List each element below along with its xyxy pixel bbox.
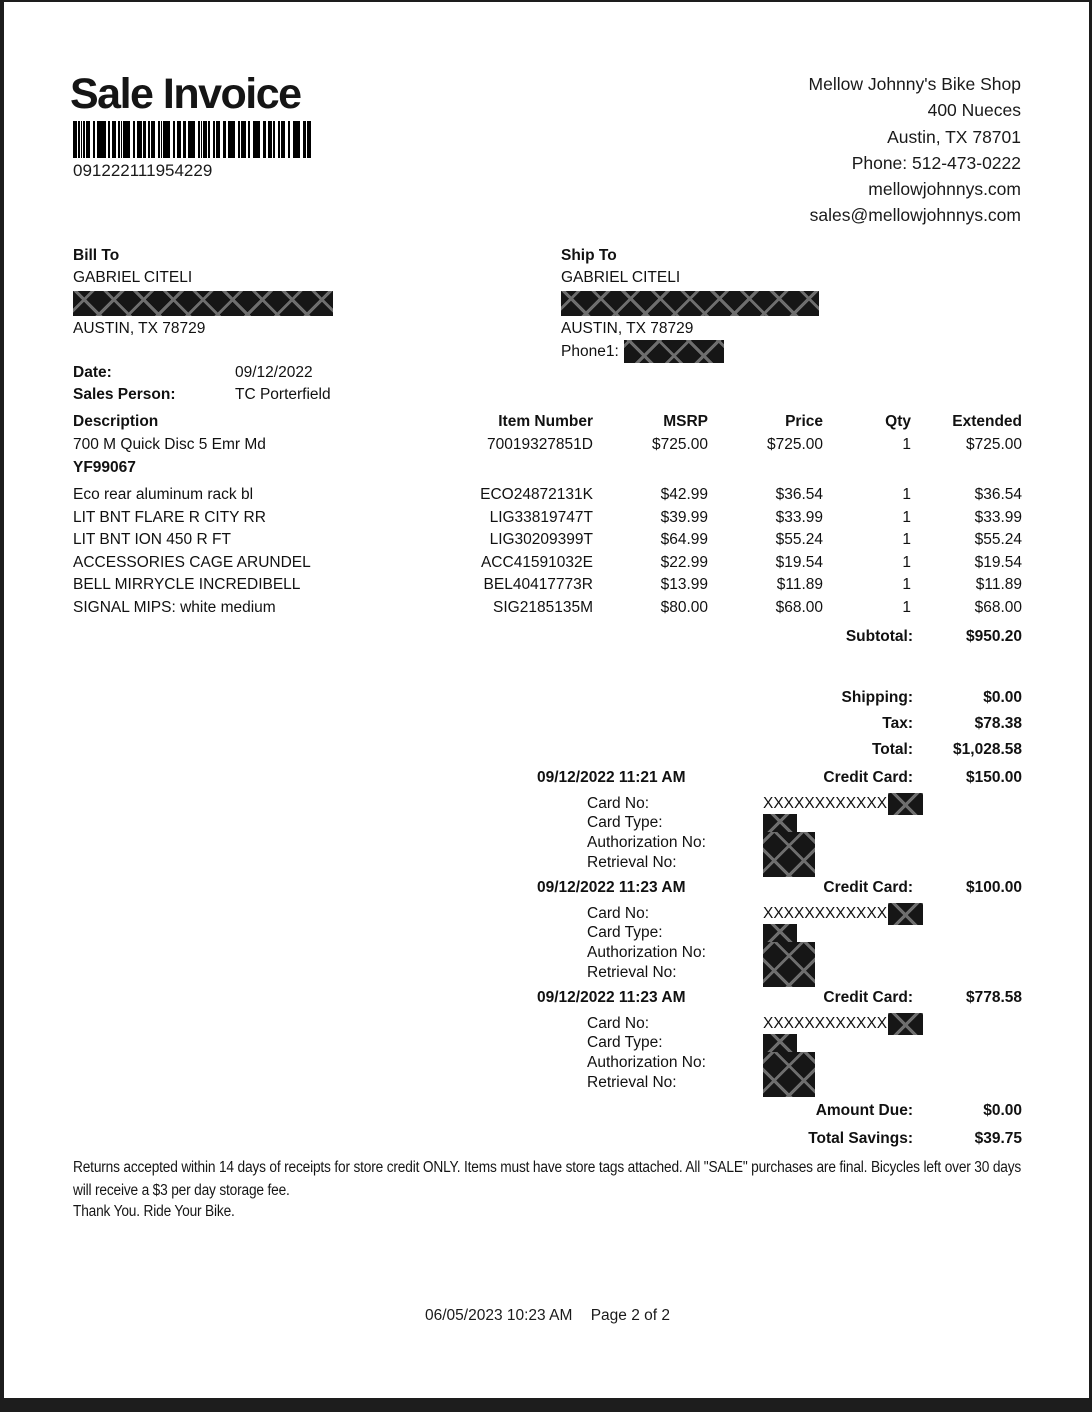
- card-no-label: Card No:: [587, 795, 650, 813]
- invoice-page: [4, 2, 1089, 1398]
- cell-extended: $725.00: [965, 436, 1022, 454]
- shop-website: mellowjohnnys.com: [868, 179, 1021, 200]
- date-value: 09/12/2022: [235, 364, 313, 381]
- ship-to-name: GABRIEL CITELI: [561, 269, 681, 286]
- shop-city: Austin, TX 78701: [887, 126, 1021, 147]
- cell-qty: [823, 457, 911, 480]
- card-no-row: [587, 903, 1022, 923]
- bill-to-section: [73, 245, 333, 340]
- bill-to-city: AUSTIN, TX 78729: [73, 320, 206, 337]
- authorization-no-label: Authorization No:: [587, 944, 706, 961]
- col-price: Price: [785, 413, 823, 430]
- card-no-value: XXXXXXXXXXXX: [763, 795, 888, 813]
- cell-price: $725.00: [766, 436, 823, 454]
- cell-msrp: $39.99: [660, 508, 708, 526]
- cell-description: BELL MIRRYCLE INCREDIBELL: [73, 576, 301, 594]
- cell-extended: $33.99: [974, 508, 1022, 526]
- shipping-label: Shipping:: [841, 689, 913, 706]
- cell-item-number: LIG30209399T: [489, 531, 593, 549]
- card-type-label: Card Type:: [587, 924, 663, 941]
- date-label: Date:: [73, 364, 112, 381]
- ship-to-section: [561, 245, 819, 363]
- cell-price: $36.54: [775, 486, 823, 504]
- cell-price: $55.24: [775, 531, 823, 549]
- tax-label: Tax:: [882, 715, 913, 732]
- redacted-block: [763, 942, 815, 987]
- redacted-block: [763, 924, 797, 942]
- table-row: [73, 457, 1022, 480]
- payment-amount: $778.58: [965, 989, 1022, 1006]
- barcode-image: [73, 121, 313, 158]
- cell-item-number: ACC41591032E: [480, 553, 593, 571]
- sales-person-value: TC Porterfield: [235, 385, 331, 403]
- ship-to-phone-row: [561, 340, 819, 363]
- ship-to-label: Ship To: [561, 247, 617, 264]
- col-description: Description: [73, 413, 159, 430]
- cell-description: Eco rear aluminum rack bl: [73, 486, 254, 504]
- col-qty: Qty: [885, 413, 911, 430]
- table-row: [73, 574, 1022, 597]
- cell-qty: 1: [902, 436, 911, 454]
- payment-datetime: 09/12/2022 11:23 AM: [537, 879, 686, 896]
- barcode-number: 091222111954229: [73, 161, 213, 180]
- table-row: [73, 507, 1022, 530]
- cell-qty: 1: [902, 508, 911, 526]
- cell-item-number: [473, 457, 593, 480]
- bill-to-name: GABRIEL CITELI: [73, 269, 193, 286]
- payment-method-label: Credit Card:: [823, 989, 913, 1006]
- cell-price: $68.00: [775, 598, 823, 616]
- table-row: [73, 434, 1022, 457]
- redacted-card-digits-block: [888, 903, 923, 925]
- cell-qty: 1: [902, 531, 911, 549]
- cell-qty: 1: [902, 553, 911, 571]
- cell-item-number: 70019327851D: [486, 436, 593, 454]
- cell-extended: [911, 457, 1022, 480]
- card-no-label: Card No:: [587, 905, 650, 923]
- redacted-block: [763, 814, 797, 832]
- col-msrp: MSRP: [663, 413, 708, 430]
- tax-row: [73, 715, 1022, 737]
- line-items-table: [73, 410, 1022, 619]
- retrieval-no-label: Retrieval No:: [587, 854, 677, 871]
- cell-msrp: [593, 457, 708, 480]
- cell-msrp: $725.00: [651, 436, 708, 454]
- shipping-value: $0.00: [983, 689, 1022, 706]
- payment-block: [73, 989, 1022, 1101]
- amount-due-row: [73, 1102, 1022, 1124]
- shop-street: 400 Nueces: [927, 100, 1021, 121]
- shop-phone: Phone: 512-473-0222: [851, 152, 1021, 173]
- payment-block: [73, 879, 1022, 991]
- subtotal-label: Subtotal:: [845, 628, 913, 645]
- cell-price: [708, 457, 823, 480]
- tax-value: $78.38: [974, 715, 1022, 732]
- phone-label: Phone1:: [561, 342, 619, 360]
- payment-method-label: Credit Card:: [823, 769, 913, 786]
- page-footer: [73, 1307, 1022, 1325]
- cell-extended: $19.54: [974, 553, 1022, 571]
- table-header-row: [73, 410, 1022, 434]
- subtotal-value: $950.20: [965, 628, 1022, 645]
- cell-msrp: $42.99: [660, 486, 708, 504]
- redacted-address-block: [73, 291, 333, 316]
- table-row: [73, 597, 1022, 620]
- bill-to-label: Bill To: [73, 247, 120, 264]
- card-no-row: [587, 793, 1022, 813]
- page-number: Page 2 of 2: [590, 1307, 670, 1324]
- card-no-label: Card No:: [587, 1015, 650, 1033]
- invoice-meta: [73, 362, 331, 405]
- cell-description: 700 M Quick Disc 5 Emr Md: [73, 436, 266, 454]
- total-savings-label: Total Savings:: [808, 1130, 913, 1147]
- payment-amount: $150.00: [965, 769, 1022, 786]
- print-timestamp: 06/05/2023 10:23 AM: [425, 1307, 573, 1324]
- return-policy-text: Returns accepted within 14 days of receipts for store credit ONLY. Items must have store tags attached. All "SALE" purchases are final. Bicycles left over 30 days will receive a $3 per day storage fee.: [73, 1159, 1022, 1199]
- total-label: Total:: [871, 741, 913, 758]
- cell-item-number: SIG2185135M: [493, 598, 593, 616]
- cell-price: $33.99: [775, 508, 823, 526]
- card-type-label: Card Type:: [587, 1034, 663, 1051]
- shop-email: sales@mellowjohnnys.com: [809, 205, 1021, 226]
- cell-extended: $55.24: [974, 531, 1022, 549]
- table-row: [73, 484, 1022, 507]
- total-savings-value: $39.75: [974, 1130, 1022, 1147]
- table-row: [73, 552, 1022, 575]
- amount-due-section: [73, 1102, 1022, 1158]
- total-row: [73, 741, 1022, 763]
- redacted-address-block: [561, 291, 819, 316]
- redacted-card-digits-block: [888, 793, 923, 815]
- redacted-block: [763, 1052, 815, 1097]
- cell-description: LIT BNT ION 450 R FT: [73, 531, 231, 549]
- cell-msrp: $64.99: [660, 531, 708, 549]
- cell-description: SIGNAL MIPS: white medium: [73, 598, 276, 616]
- payment-header-row: [73, 879, 1022, 903]
- amount-due-label: Amount Due:: [815, 1102, 913, 1119]
- cell-msrp: $13.99: [660, 576, 708, 594]
- cell-price: $19.54: [775, 553, 823, 571]
- cell-item-number: BEL40417773R: [483, 576, 593, 594]
- totals-section: [73, 689, 1022, 767]
- authorization-no-label: Authorization No:: [587, 834, 706, 851]
- cell-msrp: $80.00: [660, 598, 708, 616]
- card-type-label: Card Type:: [587, 814, 663, 831]
- page-title: Sale Invoice: [70, 70, 301, 118]
- sales-person-row: [73, 384, 331, 406]
- retrieval-no-label: Retrieval No:: [587, 1074, 677, 1091]
- total-value: $1,028.58: [953, 741, 1022, 758]
- payment-amount: $100.00: [965, 879, 1022, 896]
- thank-you-text: Thank You. Ride Your Bike.: [73, 1203, 235, 1220]
- card-no-value: XXXXXXXXXXXX: [763, 1015, 888, 1033]
- cell-item-number: ECO24872131K: [480, 486, 593, 504]
- redacted-block: [763, 832, 815, 877]
- table-row: [73, 529, 1022, 552]
- payment-header-row: [73, 989, 1022, 1013]
- redacted-card-details-block: [763, 1034, 815, 1097]
- payment-method-label: Credit Card:: [823, 879, 913, 896]
- payment-header-row: [73, 769, 1022, 793]
- redacted-card-digits-block: [888, 1013, 923, 1035]
- cell-qty: 1: [902, 486, 911, 504]
- cell-description: YF99067: [73, 458, 136, 476]
- cell-extended: $68.00: [974, 598, 1022, 616]
- cell-qty: 1: [902, 576, 911, 594]
- sales-person-label: Sales Person:: [73, 385, 176, 403]
- card-no-value: XXXXXXXXXXXX: [763, 905, 888, 923]
- cell-description: ACCESSORIES CAGE ARUNDEL: [73, 553, 311, 571]
- col-extended: Extended: [952, 413, 1022, 430]
- col-item-number: Item Number: [498, 413, 593, 430]
- redacted-phone-block: [624, 340, 724, 363]
- cell-extended: $36.54: [974, 486, 1022, 504]
- cell-item-number: LIG33819747T: [489, 508, 593, 526]
- card-no-row: [587, 1013, 1022, 1033]
- shipping-row: [73, 689, 1022, 711]
- amount-due-value: $0.00: [983, 1102, 1022, 1119]
- cell-qty: 1: [902, 598, 911, 616]
- retrieval-no-label: Retrieval No:: [587, 964, 677, 981]
- payment-datetime: 09/12/2022 11:23 AM: [537, 989, 686, 1006]
- redacted-card-details-block: [763, 924, 815, 987]
- redacted-block: [763, 1034, 797, 1052]
- subtotal-row: [73, 628, 1022, 650]
- payment-block: [73, 769, 1022, 881]
- shop-info: [809, 71, 1021, 229]
- date-row: [73, 362, 331, 384]
- cell-price: $11.89: [776, 576, 823, 594]
- total-savings-row: [73, 1130, 1022, 1152]
- authorization-no-label: Authorization No:: [587, 1054, 706, 1071]
- ship-to-city: AUSTIN, TX 78729: [561, 320, 694, 337]
- cell-description: LIT BNT FLARE R CITY RR: [73, 508, 266, 526]
- shop-name: Mellow Johnny's Bike Shop: [808, 74, 1021, 94]
- redacted-card-details-block: [763, 814, 815, 877]
- cell-extended: $11.89: [975, 576, 1022, 594]
- cell-msrp: $22.99: [660, 553, 708, 571]
- payment-datetime: 09/12/2022 11:21 AM: [537, 769, 686, 786]
